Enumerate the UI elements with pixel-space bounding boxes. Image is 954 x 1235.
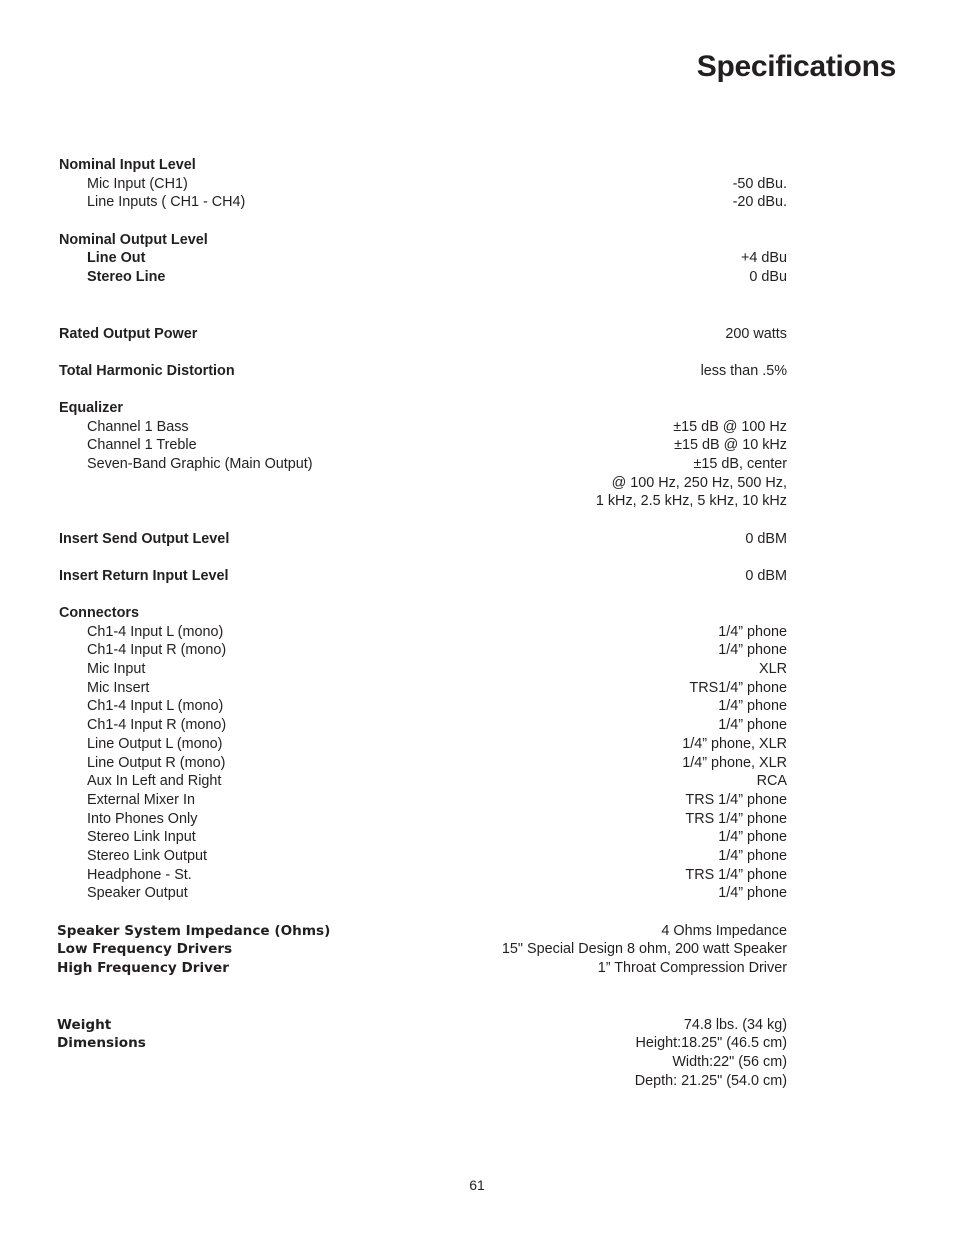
spec-label: Insert Return Input Level [59,567,229,584]
spec-row-continued [59,474,787,493]
connectors-heading-row [59,604,787,623]
connector-row [59,866,787,885]
spec-label: Mic Insert [87,679,150,696]
connector-row [59,697,787,716]
connector-row [59,847,787,866]
spec-value: 4 Ohms Impedance [661,922,787,939]
spec-value: TRS 1/4” phone [685,810,787,827]
spec-value: -20 dBu. [732,194,787,211]
spec-value: Depth: 21.25" (54.0 cm) [634,1072,787,1089]
spec-label: External Mixer In [87,791,195,808]
dimensions-row [59,1034,787,1053]
spec-label: Ch1-4 Input L (mono) [87,698,224,715]
connector-row [59,791,787,810]
spec-row-continued [59,1053,787,1072]
connector-row [59,772,787,791]
spec-value: 1 kHz, 2.5 kHz, 5 kHz, 10 kHz [595,493,787,510]
spec-value: 200 watts [725,325,787,342]
spec-label: High Frequency Driver [57,959,229,976]
spec-value: TRS 1/4” phone [685,866,787,883]
connector-row [59,660,787,679]
spec-value: TRS 1/4” phone [685,791,787,808]
connector-row [59,735,787,754]
lf-drivers-row [59,940,787,959]
spec-label: Aux In Left and Right [87,773,222,790]
spec-list [59,156,787,1090]
spec-row-continued [59,492,787,511]
spec-value: 1/4” phone [718,698,787,715]
spec-label: Weight [57,1016,112,1033]
spec-value: 1” Throat Compression Driver [597,959,787,976]
spec-value: 1/4” phone [718,642,787,659]
spec-value: TRS1/4” phone [689,679,787,696]
spec-label: Stereo Line [87,268,166,285]
spec-label: Headphone - St. [87,866,192,883]
spec-value: 1/4” phone [718,623,787,640]
spec-label: Speaker Output [87,885,188,902]
connector-row [59,754,787,773]
spec-label: Mic Input [87,661,146,678]
spec-value: 0 dBM [745,530,787,547]
spec-label: Ch1-4 Input R (mono) [87,717,227,734]
insert-send-row [59,530,787,549]
spec-value: 1/4” phone [718,885,787,902]
page-title: Specifications [696,50,896,83]
spec-value: 15" Special Design 8 ohm, 200 watt Speaker [501,941,787,958]
spec-label: Insert Send Output Level [59,530,230,547]
spec-value: @ 100 Hz, 250 Hz, 500 Hz, [611,474,787,491]
spec-label: Ch1-4 Input R (mono) [87,642,227,659]
spec-label: Stereo Link Output [87,847,207,864]
spec-value: 1/4” phone [718,847,787,864]
spec-value: RCA [756,773,787,790]
spec-label: Speaker System Impedance (Ohms) [57,922,331,939]
spec-value: Width:22" (56 cm) [672,1053,787,1070]
spec-label: Line Output L (mono) [87,735,223,752]
spec-value: ±15 dB, center [693,456,787,473]
spec-row [59,418,787,437]
connector-row [59,884,787,903]
connector-row [59,623,787,642]
spec-row [59,175,787,194]
spec-value: ±15 dB @ 100 Hz [673,418,787,435]
spec-row [59,249,787,268]
connector-row [59,641,787,660]
connector-row [59,679,787,698]
speaker-impedance-row [59,922,787,941]
spec-label: Line Output R (mono) [87,754,226,771]
spec-row-continued [59,1072,787,1091]
spec-label: Rated Output Power [59,325,198,342]
spec-value: -50 dBu. [732,175,787,192]
spec-value: 1/4” phone, XLR [682,735,787,752]
spec-value: +4 dBu [740,250,787,267]
spec-row [59,436,787,455]
spec-label: Dimensions [57,1035,146,1052]
spec-value: 1/4” phone [718,829,787,846]
rated-power-row [59,325,787,344]
insert-return-row [59,567,787,586]
spec-value: 0 dBM [745,567,787,584]
spec-value: 1/4” phone, XLR [682,754,787,771]
spec-label: Channel 1 Bass [87,418,189,435]
spec-value: Height:18.25" (46.5 cm) [635,1035,787,1052]
spec-label: Line Inputs ( CH1 - CH4) [87,194,246,211]
spec-value: ±15 dB @ 10 kHz [674,437,787,454]
spec-label: Ch1-4 Input L (mono) [87,623,224,640]
spec-value: less than .5% [700,362,787,379]
equalizer-heading-row [59,399,787,418]
connector-row [59,716,787,735]
spec-label: Seven-Band Graphic (Main Output) [87,456,313,473]
spec-row [59,268,787,287]
spec-label: Channel 1 Treble [87,437,197,454]
connector-row [59,828,787,847]
spec-value: 1/4” phone [718,717,787,734]
spec-label: Mic Input (CH1) [87,175,188,192]
equalizer-heading: Equalizer [59,400,123,416]
weight-row [59,1016,787,1035]
connectors-heading: Connectors [59,605,139,621]
spec-value: 0 dBu [749,268,787,285]
spec-label: Stereo Link Input [87,829,196,846]
hf-driver-row [59,959,787,978]
thd-row [59,362,787,381]
nominal-input-heading: Nominal Input Level [59,157,196,173]
spec-row [59,193,787,212]
spec-label: Low Frequency Drivers [57,941,233,958]
connector-row [59,810,787,829]
spec-label: Into Phones Only [87,810,198,827]
nominal-output-heading-row [59,231,787,250]
spec-row [59,455,787,474]
spec-value: XLR [759,661,787,678]
nominal-input-heading-row [59,156,787,175]
spec-value: 74.8 lbs. (34 kg) [683,1016,787,1033]
nominal-output-heading: Nominal Output Level [59,231,208,248]
page-number: 61 [469,1177,485,1193]
spec-label: Line Out [87,250,146,267]
spec-label: Total Harmonic Distortion [59,362,235,379]
